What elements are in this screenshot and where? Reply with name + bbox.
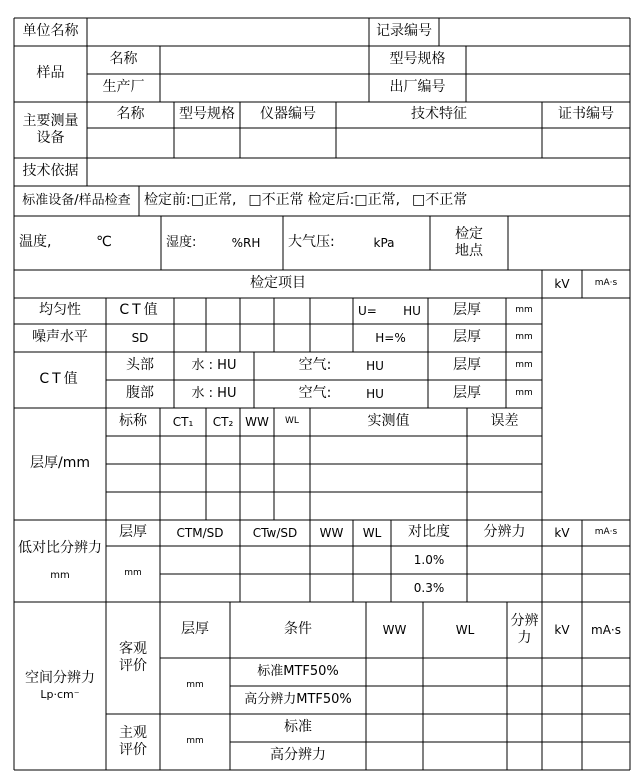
spatial-col-resolution: 分辨力 [510, 612, 539, 646]
lowcontrast-col-ctm-sd: CTM/SD [176, 525, 224, 540]
lowcontrast-title: 低对比分辨力 [18, 540, 102, 556]
unit-name-label: 单位名称 [22, 23, 79, 40]
uniformity-u-label: U= [358, 303, 377, 318]
thickness-col-measured: 实测值 [367, 413, 410, 430]
pressure-unit: kPa [373, 235, 395, 250]
technical-basis-label: 技术依据 [22, 163, 79, 180]
ct-head-label: 头部 [126, 357, 154, 374]
thickness-col-ct2: CT₂ [212, 414, 234, 429]
ct-abdomen-air-label: 空气: [298, 385, 332, 402]
equipment-check-label: 标准设备/样品检查 [22, 192, 131, 208]
spatial-objective-mm: mm [186, 680, 204, 691]
spatial-col-mas: mA·s [591, 622, 621, 637]
spatial-col-slice: 层厚 [181, 621, 209, 638]
humidity-unit: %RH [231, 235, 261, 250]
lowcontrast-contrast-1: 1.0% [413, 552, 445, 567]
noise-mm-unit: mm [515, 332, 533, 343]
spatial-col-wl: WL [455, 622, 475, 637]
pressure-label: 大气压: [288, 234, 335, 251]
spatial-subjective-mm: mm [186, 736, 204, 747]
record-no-label: 记录编号 [376, 23, 432, 40]
uniformity-ct-value: CT值 [119, 302, 161, 319]
check-status-line [139, 186, 630, 216]
lowcontrast-contrast-2: 0.3% [413, 580, 445, 595]
temperature-label: 温度, [19, 234, 52, 251]
thickness-label: 层厚/mm [30, 455, 90, 472]
equipment-col-model: 型号规格 [179, 106, 235, 123]
spatial-objective-label: 客观评价 [119, 640, 147, 674]
lowcontrast-col-contrast: 对比度 [408, 524, 450, 541]
ct-head-slice-label: 层厚 [453, 357, 481, 374]
sample-serial-label: 出厂编号 [389, 79, 446, 96]
spatial-std-mtf: 标准MTF50% [257, 663, 339, 679]
lowcontrast-unit: mm [50, 569, 70, 581]
ct-abdomen-mm-unit: mm [515, 388, 533, 399]
lowcontrast-kv: kV [554, 525, 570, 540]
noise-label: 噪声水平 [32, 329, 88, 346]
noise-h-label: H=% [375, 330, 406, 345]
check-before-normal-label: 正常, [203, 192, 237, 209]
check-before-label: 检定前: [144, 192, 191, 209]
thickness-col-ct1: CT₁ [172, 414, 194, 429]
spatial-subjective-label: 主观评价 [119, 724, 147, 758]
verification-items-title: 检定项目 [250, 275, 306, 292]
spatial-col-ww: WW [382, 622, 407, 637]
equipment-col-name: 名称 [116, 106, 145, 123]
equipment-label: 主要测量设备 [22, 112, 79, 146]
equipment-col-cert-no: 证书编号 [558, 106, 614, 123]
noise-sd: SD [131, 330, 149, 345]
ct-head-air-hu: HU [366, 358, 384, 373]
noise-slice-label: 层厚 [453, 329, 481, 346]
check-after-normal-checkbox[interactable]: □ [354, 192, 368, 209]
check-after-abnormal-checkbox[interactable]: □ [412, 192, 426, 209]
thickness-col-ww: WW [245, 414, 269, 429]
check-before-abnormal-label: 不正常 [261, 192, 304, 209]
uniformity-hu-unit: HU [403, 303, 421, 318]
uniformity-slice-label: 层厚 [453, 302, 481, 319]
kv-header: kV [554, 276, 570, 291]
ct-head-air-label: 空气: [298, 357, 332, 374]
lowcontrast-mas: mA·s [594, 527, 618, 538]
sample-manufacturer-label: 生产厂 [102, 79, 145, 96]
lowcontrast-col-wl: WL [362, 525, 382, 540]
ct-abdomen-water: 水 : HU [191, 385, 237, 401]
sample-name-label: 名称 [109, 51, 138, 68]
thickness-col-error: 误差 [490, 413, 519, 430]
equipment-col-instrument-no: 仪器编号 [260, 106, 316, 123]
lowcontrast-col-resolution: 分辨力 [483, 524, 526, 541]
spatial-label [14, 602, 106, 770]
lowcontrast-col-ctw-sd: CTw/SD [252, 525, 298, 540]
check-after-label: 检定后: [307, 192, 355, 209]
sample-model-label: 型号规格 [389, 51, 446, 68]
check-before-normal-checkbox[interactable]: □ [190, 192, 204, 209]
thickness-col-nominal: 标称 [119, 413, 147, 430]
spatial-col-kv: kV [554, 622, 570, 637]
ct-abdomen-label: 腹部 [126, 385, 154, 402]
spatial-col-condition: 条件 [284, 621, 312, 638]
ct-value-label: CT值 [39, 371, 81, 388]
temperature-unit: ℃ [96, 234, 112, 251]
spatial-unit: Lp·cm⁻ [40, 687, 80, 701]
spatial-std: 标准 [284, 719, 312, 736]
ct-abdomen-air-hu: HU [366, 386, 384, 401]
uniformity-label: 均匀性 [39, 302, 81, 319]
mas-header: mA·s [594, 278, 618, 289]
sample-label: 样品 [36, 65, 65, 82]
thickness-col-wl: WL [285, 416, 299, 427]
humidity-label: 湿度: [166, 234, 197, 250]
ct-abdomen-slice-label: 层厚 [453, 385, 481, 402]
equipment-col-tech-feature: 技术特征 [411, 106, 467, 123]
ct-head-mm-unit: mm [515, 360, 533, 371]
lowcontrast-slice-unit: mm [124, 568, 142, 579]
spatial-high: 高分辨力 [270, 747, 326, 764]
lowcontrast-col-slice: 层厚 [119, 524, 147, 541]
lowcontrast-label [14, 520, 106, 602]
check-after-normal-label: 正常, [367, 192, 401, 209]
uniformity-mm-unit: mm [515, 305, 533, 316]
spatial-title: 空间分辨力 [25, 670, 95, 687]
lowcontrast-col-ww: WW [319, 525, 344, 540]
check-after-abnormal-label: 不正常 [425, 192, 468, 209]
location-label: 检定地点 [455, 225, 483, 259]
check-before-abnormal-checkbox[interactable]: □ [248, 192, 262, 209]
ct-head-water: 水 : HU [191, 357, 237, 373]
spatial-high-mtf: 高分辨力MTF50% [244, 691, 352, 707]
